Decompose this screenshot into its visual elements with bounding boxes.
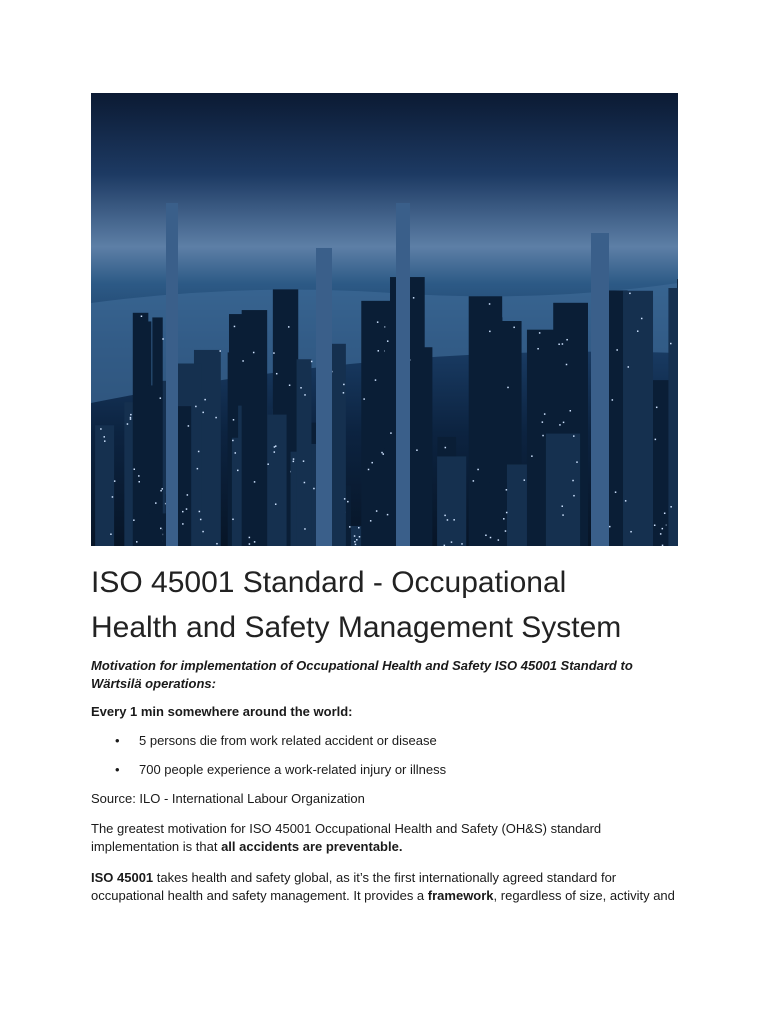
bold-text: all accidents are preventable.: [221, 839, 403, 854]
paragraph-iso: [91, 869, 681, 905]
paragraph-motivation: [91, 820, 681, 856]
motivation-heading: Motivation for implementation of Occupational Health and Safety ISO 45001 Standard to Wärtsilä operations:: [91, 658, 633, 691]
list-item-text: 700 people experience a work-related injury or illness: [139, 762, 447, 777]
source-text: Source: ILO - International Labour Organization: [91, 791, 365, 806]
bold-text: framework: [427, 888, 494, 903]
every-minute-heading: Every 1 min somewhere around the world:: [91, 704, 353, 719]
title-line-1: ISO 45001 Standard - Occupational: [91, 566, 567, 599]
bold-text: ISO 45001: [91, 870, 154, 885]
paragraph-text: The greatest motivation for ISO 45001 Occupational Health and Safety (OH&S) standard implementation is that: [91, 821, 602, 854]
page-title: [91, 560, 621, 650]
list-item: [115, 761, 446, 779]
bullet-icon: •: [115, 762, 120, 777]
bullet-icon: •: [115, 733, 120, 748]
list-item: [115, 732, 437, 750]
city-skyline-image: [91, 93, 678, 546]
paragraph-text: takes health and safety global, as it’s the first internationally agreed standard for occupational health and safety management. It provides a: [91, 870, 617, 903]
list-item-text: 5 persons die from work related accident or disease: [139, 733, 437, 748]
paragraph-text: , regardless of size, activity and: [493, 888, 675, 903]
title-line-2: Health and Safety Management System: [91, 611, 622, 644]
